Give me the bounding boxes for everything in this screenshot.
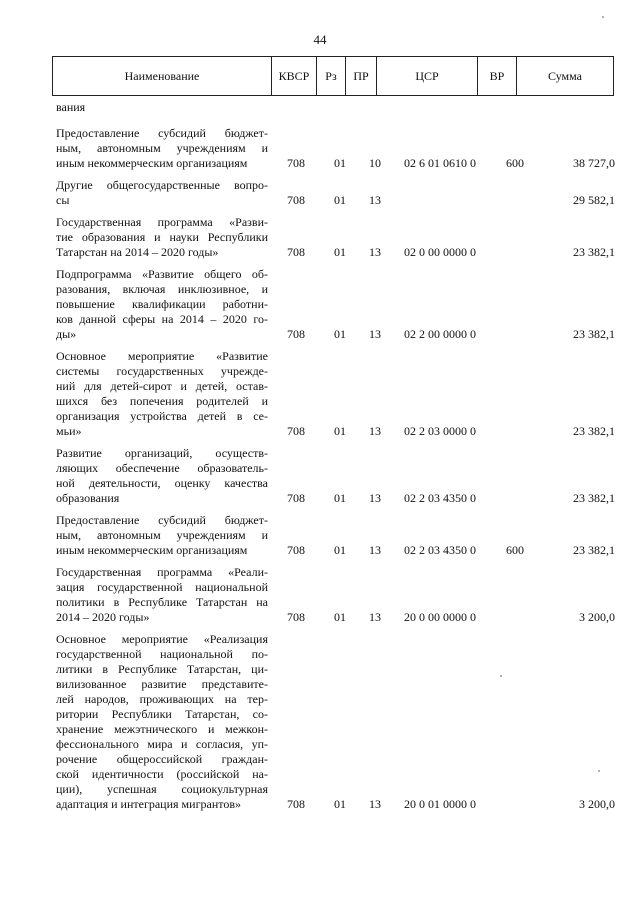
header-pr: ПР	[346, 57, 377, 96]
row-pr: 13	[369, 245, 381, 259]
row-rz: 01	[334, 491, 346, 505]
row-name-line: ным, автономным учреждениям и	[56, 141, 268, 155]
row-kvsr: 708	[287, 193, 305, 207]
row-csr: 02 2 03 4350 0	[404, 543, 476, 557]
row-csr: 02 0 00 0000 0	[404, 245, 476, 259]
row-name-line: 2014 – 2020 годы»	[56, 610, 150, 624]
row-name-line: лей народов, проживающих на тер-	[56, 692, 268, 706]
row-name-line: Государственная программа «Разви-	[56, 215, 268, 229]
table-row	[56, 349, 616, 439]
row-name-line: иным некоммерческим организациям	[56, 543, 248, 557]
row-name	[56, 349, 268, 439]
table-row	[56, 267, 616, 342]
row-name-line: сы	[56, 193, 70, 207]
row-pr: 13	[369, 193, 381, 207]
row-name-line: Основное мероприятие «Реализация	[56, 632, 268, 646]
header-rz: Рз	[317, 57, 346, 96]
row-name-line: Другие общегосударственные вопро-	[56, 178, 268, 192]
table-row	[56, 178, 616, 208]
row-pr: 13	[369, 543, 381, 557]
row-name-line: ной деятельности, оценку качества	[56, 476, 268, 490]
row-sum: 38 727,0	[573, 156, 615, 170]
row-name-line: Развитие организаций, осуществ-	[56, 446, 268, 460]
row-rz: 01	[334, 245, 346, 259]
row-rz: 01	[334, 156, 346, 170]
scan-speck	[602, 16, 604, 18]
row-name	[56, 565, 268, 625]
header-name: Наименование	[53, 57, 272, 96]
table-header	[52, 56, 614, 96]
row-kvsr: 708	[287, 797, 305, 811]
row-pr: 13	[369, 797, 381, 811]
row-name-line: литики в Республике Татарстан, ци-	[56, 662, 268, 676]
row-vr: 600	[506, 156, 524, 170]
header-sum: Сумма	[517, 57, 614, 96]
row-name	[56, 126, 268, 171]
row-name-line: вилизованное развитие представите-	[56, 677, 268, 691]
table-row	[56, 446, 616, 506]
row-csr: 02 2 00 0000 0	[404, 327, 476, 341]
row-name-line: ции), успешная социокультурная	[56, 782, 268, 796]
row-name	[56, 632, 268, 812]
row-name-line: повышение квалификации работни-	[56, 297, 268, 311]
row-rz: 01	[334, 424, 346, 438]
row-name-line: разования, включая инклюзивное, и	[56, 282, 268, 296]
row-pr: 13	[369, 424, 381, 438]
row-name-line: Предоставление субсидий бюджет-	[56, 126, 268, 140]
row-name-line: мьи»	[56, 424, 82, 438]
row-kvsr: 708	[287, 610, 305, 624]
row-sum: 23 382,1	[573, 491, 615, 505]
row-name-line: Государственная программа «Реали-	[56, 565, 268, 579]
carryover-text: вания	[56, 100, 86, 114]
row-kvsr: 708	[287, 245, 305, 259]
row-name-line: фессионального мира и согласия, уп-	[56, 737, 268, 751]
row-name-line: системы государственных учрежде-	[56, 364, 268, 378]
row-csr: 02 6 01 0610 0	[404, 156, 476, 170]
row-kvsr: 708	[287, 424, 305, 438]
row-kvsr: 708	[287, 327, 305, 341]
row-name-line: шихся без попечения родителей и	[56, 394, 268, 408]
row-name	[56, 215, 268, 260]
row-csr: 02 2 03 4350 0	[404, 491, 476, 505]
table-row	[56, 632, 616, 812]
table-row	[56, 126, 616, 171]
row-pr: 13	[369, 610, 381, 624]
row-name-line: ды»	[56, 327, 77, 341]
row-name-line: хранение межэтнического и межкон-	[56, 722, 268, 736]
budget-table-body	[56, 100, 616, 819]
row-rz: 01	[334, 327, 346, 341]
row-csr: 02 2 03 0000 0	[404, 424, 476, 438]
row-rz: 01	[334, 610, 346, 624]
row-pr: 13	[369, 491, 381, 505]
row-rz: 01	[334, 543, 346, 557]
row-name-line: ний для детей-сирот и детей, остав-	[56, 379, 268, 393]
row-rz: 01	[334, 797, 346, 811]
header-kvsr: КВСР	[272, 57, 317, 96]
row-sum: 3 200,0	[579, 797, 615, 811]
row-name	[56, 178, 268, 208]
page-number: 44	[313, 32, 327, 47]
row-name	[56, 513, 268, 558]
table-row	[56, 565, 616, 625]
scan-speck	[598, 770, 600, 772]
row-sum: 23 382,1	[573, 245, 615, 259]
row-name	[56, 267, 268, 342]
row-name-line: организация устройства детей в се-	[56, 409, 268, 423]
row-name-line: адаптация и интеграция мигрантов»	[56, 797, 241, 811]
row-sum: 23 382,1	[573, 327, 615, 341]
row-pr: 13	[369, 327, 381, 341]
row-name-line: иным некоммерческим организациям	[56, 156, 248, 170]
row-name-line: политики в Республике Татарстан на	[56, 595, 268, 609]
row-name-line: Татарстан на 2014 – 2020 годы»	[56, 245, 219, 259]
header-vr: ВР	[478, 57, 517, 96]
row-name-line: тие образования и науки Республики	[56, 230, 268, 244]
table-row	[56, 215, 616, 260]
row-rz: 01	[334, 193, 346, 207]
row-name-line: ным, автономным учреждениям и	[56, 528, 268, 542]
carryover-row	[56, 100, 616, 115]
row-vr: 600	[506, 543, 524, 557]
row-kvsr: 708	[287, 543, 305, 557]
row-name-line: Подпрограмма «Развитие общего об-	[56, 267, 268, 281]
row-name-line: ляющих обеспечение образователь-	[56, 461, 268, 475]
row-name	[56, 446, 268, 506]
row-name-line: государственной национальной по-	[56, 647, 268, 661]
row-name-line: ков данной сферы на 2014 – 2020 го-	[56, 312, 268, 326]
row-name-line: Предоставление субсидий бюджет-	[56, 513, 268, 527]
row-sum: 3 200,0	[579, 610, 615, 624]
row-name-line: ской идентичности (российской на-	[56, 767, 268, 781]
row-csr: 20 0 01 0000 0	[404, 797, 476, 811]
row-sum: 23 382,1	[573, 424, 615, 438]
row-sum: 23 382,1	[573, 543, 615, 557]
table-row	[56, 513, 616, 558]
header-csr: ЦСР	[377, 57, 478, 96]
row-kvsr: 708	[287, 491, 305, 505]
row-name-line: образования	[56, 491, 120, 505]
row-pr: 10	[369, 156, 381, 170]
row-name-line: рочение общероссийской граждан-	[56, 752, 268, 766]
row-name-line: зация государственной национальной	[56, 580, 268, 594]
row-kvsr: 708	[287, 156, 305, 170]
row-name-line: ритории Республики Татарстан, со-	[56, 707, 268, 721]
row-csr: 20 0 00 0000 0	[404, 610, 476, 624]
scan-speck	[500, 675, 502, 677]
row-sum: 29 582,1	[573, 193, 615, 207]
row-name-line: Основное мероприятие «Развитие	[56, 349, 268, 363]
